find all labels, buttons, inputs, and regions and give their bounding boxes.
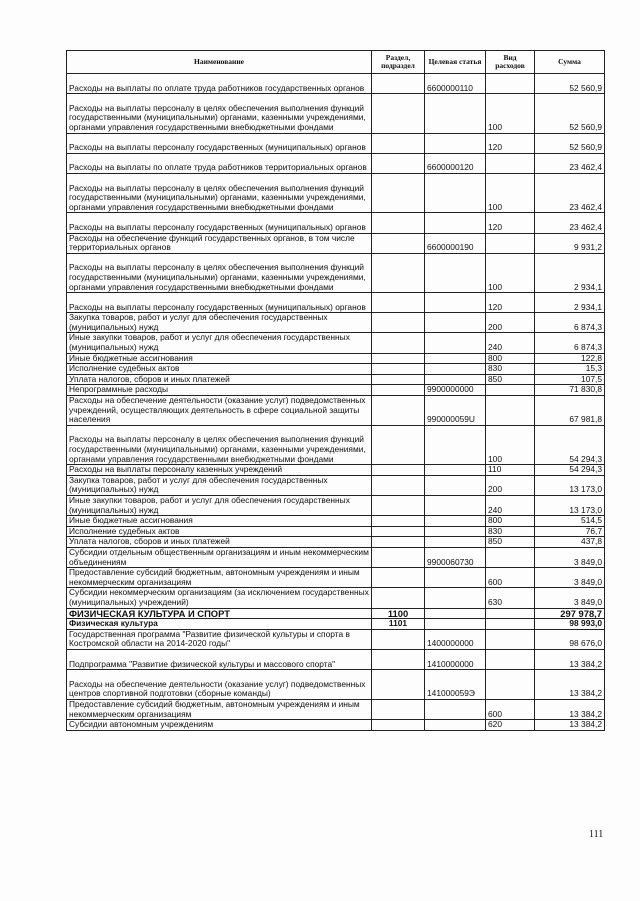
- row-sum: 2 934,1: [535, 293, 605, 313]
- table-body: [67, 74, 605, 731]
- row-name: Субсидии автономным учреждениям: [67, 720, 372, 731]
- row-section: [372, 465, 425, 476]
- row-sum: 52 560,9: [535, 94, 605, 133]
- table-row: [67, 526, 605, 537]
- row-section: [372, 699, 425, 719]
- row-sum: 2 934,1: [535, 253, 605, 292]
- row-name: Предоставление субсидий бюджетным, автономным учреждениям и иным некоммерческим организациям: [67, 699, 372, 719]
- row-target-code: [425, 333, 486, 353]
- table-row: [67, 670, 605, 700]
- row-target-code: 9900000000: [425, 385, 486, 396]
- row-section: [372, 649, 425, 669]
- table-row: [67, 313, 605, 333]
- table-row: [67, 720, 605, 731]
- row-sum: 13 173,0: [535, 475, 605, 495]
- row-sum: 107,5: [535, 374, 605, 385]
- row-target-code: [425, 133, 486, 153]
- row-sum: 6 874,3: [535, 313, 605, 333]
- row-target-code: 6600000110: [425, 74, 486, 94]
- row-target-code: [425, 313, 486, 333]
- row-sum: 52 560,9: [535, 74, 605, 94]
- row-section: [372, 588, 425, 608]
- row-name: Закупка товаров, работ и услуг для обеспечения государственных (муниципальных) нужд: [67, 475, 372, 495]
- row-name: Иные закупки товаров, работ и услуг для обеспечения государственных (муниципальных) нужд: [67, 496, 372, 516]
- row-section: [372, 133, 425, 153]
- table-row: [67, 537, 605, 548]
- row-section: [372, 74, 425, 94]
- table-row: [67, 74, 605, 94]
- row-sum: 3 849,0: [535, 568, 605, 588]
- row-name: Расходы на обеспечение функций государственных органов, в том числе территориальных органов: [67, 233, 372, 253]
- row-sum: 23 462,4: [535, 213, 605, 233]
- row-name: Уплата налогов, сборов и иных платежей: [67, 537, 372, 548]
- table-row: [67, 475, 605, 495]
- row-target-code: [425, 608, 486, 619]
- table-row: [67, 516, 605, 527]
- row-expense-type: 620: [486, 720, 535, 731]
- row-expense-type: 850: [486, 374, 535, 385]
- row-name: Расходы на выплаты по оплате труда работников территориальных органов: [67, 153, 372, 173]
- row-section: [372, 496, 425, 516]
- row-name: Иные закупки товаров, работ и услуг для обеспечения государственных (муниципальных) нужд: [67, 333, 372, 353]
- table-row: [67, 364, 605, 375]
- row-target-code: 990000059U: [425, 396, 486, 426]
- row-expense-type: 240: [486, 333, 535, 353]
- row-section: 1101: [372, 619, 425, 630]
- row-target-code: 9900060730: [425, 547, 486, 567]
- table-row: [67, 374, 605, 385]
- row-target-code: [425, 475, 486, 495]
- row-name: Исполнение судебных актов: [67, 526, 372, 537]
- table-row: [67, 173, 605, 212]
- row-section: [372, 537, 425, 548]
- row-sum: 71 830,8: [535, 385, 605, 396]
- row-section: [372, 213, 425, 233]
- row-section: [372, 364, 425, 375]
- row-section: [372, 374, 425, 385]
- row-expense-type: 200: [486, 475, 535, 495]
- row-section: [372, 526, 425, 537]
- row-name: Подпрограмма "Развитие физической культуры и массового спорта": [67, 649, 372, 669]
- row-expense-type: 200: [486, 313, 535, 333]
- row-name: Расходы на выплаты персоналу государственных (муниципальных) органов: [67, 213, 372, 233]
- row-expense-type: 240: [486, 496, 535, 516]
- row-sum: 54 294,3: [535, 425, 605, 464]
- table-row: [67, 547, 605, 567]
- row-name: Закупка товаров, работ и услуг для обеспечения государственных (муниципальных) нужд: [67, 313, 372, 333]
- row-expense-type: [486, 629, 535, 649]
- row-section: [372, 629, 425, 649]
- row-sum: 3 849,0: [535, 547, 605, 567]
- row-expense-type: [486, 233, 535, 253]
- row-target-code: 6600000190: [425, 233, 486, 253]
- row-section: [372, 353, 425, 364]
- row-name: Уплата налогов, сборов и иных платежей: [67, 374, 372, 385]
- row-name: Субсидии отдельным общественным организациям и иным некоммерческим объединениям: [67, 547, 372, 567]
- row-expense-type: [486, 153, 535, 173]
- row-sum: 23 462,4: [535, 153, 605, 173]
- row-expense-type: [486, 608, 535, 619]
- row-target-code: 1400000000: [425, 629, 486, 649]
- row-expense-type: [486, 547, 535, 567]
- row-section: [372, 293, 425, 313]
- row-section: [372, 173, 425, 212]
- row-section: [372, 516, 425, 527]
- row-section: [372, 153, 425, 173]
- table-row: [67, 293, 605, 313]
- table-row: [67, 213, 605, 233]
- row-expense-type: 830: [486, 364, 535, 375]
- row-section: 1100: [372, 608, 425, 619]
- row-sum: 76,7: [535, 526, 605, 537]
- row-target-code: 6600000120: [425, 153, 486, 173]
- row-expense-type: 100: [486, 173, 535, 212]
- row-name: Иные бюджетные ассигнования: [67, 516, 372, 527]
- row-name: Расходы на выплаты персоналу государственных (муниципальных) органов: [67, 133, 372, 153]
- header-section: Раздел, подраздел: [372, 51, 425, 74]
- row-name: ФИЗИЧЕСКАЯ КУЛЬТУРА И СПОРТ: [67, 608, 372, 619]
- row-sum: 15,3: [535, 364, 605, 375]
- row-expense-type: [486, 385, 535, 396]
- row-name: Расходы на выплаты по оплате труда работников государственных органов: [67, 74, 372, 94]
- header-name: Наименование: [67, 51, 372, 74]
- budget-table: [66, 50, 605, 731]
- row-section: [372, 396, 425, 426]
- row-section: [372, 670, 425, 700]
- row-sum: 13 384,2: [535, 670, 605, 700]
- row-name: Физическая культура: [67, 619, 372, 630]
- table-row: [67, 619, 605, 630]
- row-expense-type: [486, 670, 535, 700]
- row-target-code: [425, 465, 486, 476]
- row-name: Иные бюджетные ассигнования: [67, 353, 372, 364]
- row-sum: 514,5: [535, 516, 605, 527]
- row-target-code: [425, 425, 486, 464]
- row-name: Расходы на выплаты персоналу в целях обеспечения выполнения функций государственными (муниципальными) органами, казенными учреждениями, органами управления государственными внебюджетными фондами: [67, 94, 372, 133]
- row-name: Расходы на выплаты персоналу в целях обеспечения выполнения функций государственными (муниципальными) органами, казенными учреждениями, органами управления государственными внебюджетными фондами: [67, 425, 372, 464]
- row-section: [372, 333, 425, 353]
- row-target-code: [425, 293, 486, 313]
- table-row: [67, 253, 605, 292]
- table-header-row: [67, 51, 605, 74]
- row-name: Государственная программа "Развитие физической культуры и спорта в Костромской области на 2014-2020 годы": [67, 629, 372, 649]
- row-target-code: [425, 353, 486, 364]
- table-row: [67, 649, 605, 669]
- row-sum: 3 849,0: [535, 588, 605, 608]
- table-row: [67, 94, 605, 133]
- table-row: [67, 425, 605, 464]
- table-row: [67, 465, 605, 476]
- row-expense-type: 120: [486, 293, 535, 313]
- row-expense-type: 100: [486, 425, 535, 464]
- table-row: [67, 333, 605, 353]
- row-expense-type: 600: [486, 568, 535, 588]
- row-expense-type: 800: [486, 353, 535, 364]
- row-target-code: 141000059Э: [425, 670, 486, 700]
- row-name: Субсидии некоммерческим организациям (за исключением государственных (муниципальных) учреждений): [67, 588, 372, 608]
- row-expense-type: [486, 396, 535, 426]
- table-row: [67, 629, 605, 649]
- header-expense-type: Вид расходов: [486, 51, 535, 74]
- row-sum: 52 560,9: [535, 133, 605, 153]
- row-name: Расходы на выплаты персоналу в целях обеспечения выполнения функций государственными (муниципальными) органами, казенными учреждениями, органами управления государственными внебюджетными фондами: [67, 253, 372, 292]
- row-sum: 297 978,7: [535, 608, 605, 619]
- row-expense-type: [486, 619, 535, 630]
- row-target-code: [425, 374, 486, 385]
- row-expense-type: 850: [486, 537, 535, 548]
- row-name: Расходы на обеспечение деятельности (оказание услуг) подведомственных учреждений, осуществляющих деятельность в сфере социальной защиты населения: [67, 396, 372, 426]
- row-target-code: [425, 253, 486, 292]
- row-sum: 98 993,0: [535, 619, 605, 630]
- row-sum: 13 384,2: [535, 649, 605, 669]
- table-row: [67, 353, 605, 364]
- row-expense-type: 800: [486, 516, 535, 527]
- row-target-code: [425, 537, 486, 548]
- row-section: [372, 720, 425, 731]
- row-sum: 98 676,0: [535, 629, 605, 649]
- row-expense-type: 100: [486, 253, 535, 292]
- page-number: 111: [589, 829, 604, 840]
- row-target-code: 1410000000: [425, 649, 486, 669]
- row-section: [372, 313, 425, 333]
- row-target-code: [425, 720, 486, 731]
- row-expense-type: 630: [486, 588, 535, 608]
- row-name: Расходы на выплаты персоналу в целях обеспечения выполнения функций государственными (муниципальными) органами, казенными учреждениями, органами управления государственными внебюджетными фондами: [67, 173, 372, 212]
- row-expense-type: 120: [486, 133, 535, 153]
- row-expense-type: 830: [486, 526, 535, 537]
- row-name: Непрограммные расходы: [67, 385, 372, 396]
- row-sum: 13 384,2: [535, 699, 605, 719]
- row-sum: 13 384,2: [535, 720, 605, 731]
- row-sum: 437,8: [535, 537, 605, 548]
- row-section: [372, 233, 425, 253]
- row-section: [372, 253, 425, 292]
- row-sum: 9 931,2: [535, 233, 605, 253]
- row-sum: 54 294,3: [535, 465, 605, 476]
- header-sum: Сумма: [535, 51, 605, 74]
- table-row: [67, 496, 605, 516]
- table-row: [67, 699, 605, 719]
- row-name: Расходы на обеспечение деятельности (оказание услуг) подведомственных центров спортивной подготовки (сборные команды): [67, 670, 372, 700]
- table-row: [67, 568, 605, 588]
- row-expense-type: 600: [486, 699, 535, 719]
- row-section: [372, 425, 425, 464]
- table-row: [67, 588, 605, 608]
- row-target-code: [425, 526, 486, 537]
- row-name: Расходы на выплаты персоналу государственных (муниципальных) органов: [67, 293, 372, 313]
- row-sum: 67 981,8: [535, 396, 605, 426]
- table-row: [67, 153, 605, 173]
- row-name: Исполнение судебных актов: [67, 364, 372, 375]
- row-target-code: [425, 699, 486, 719]
- row-target-code: [425, 588, 486, 608]
- row-expense-type: [486, 74, 535, 94]
- row-sum: 13 173,0: [535, 496, 605, 516]
- row-expense-type: 110: [486, 465, 535, 476]
- row-sum: 23 462,4: [535, 173, 605, 212]
- row-name: Предоставление субсидий бюджетным, автономным учреждениям и иным некоммерческим организациям: [67, 568, 372, 588]
- row-target-code: [425, 213, 486, 233]
- table-row: [67, 233, 605, 253]
- row-expense-type: 120: [486, 213, 535, 233]
- table-row: [67, 396, 605, 426]
- row-section: [372, 385, 425, 396]
- row-expense-type: 100: [486, 94, 535, 133]
- row-section: [372, 568, 425, 588]
- row-name: Расходы на выплаты персоналу казенных учреждений: [67, 465, 372, 476]
- row-sum: 6 874,3: [535, 333, 605, 353]
- row-section: [372, 475, 425, 495]
- table-row: [67, 608, 605, 619]
- table-row: [67, 133, 605, 153]
- table-row: [67, 385, 605, 396]
- row-sum: 122,8: [535, 353, 605, 364]
- row-target-code: [425, 516, 486, 527]
- row-target-code: [425, 496, 486, 516]
- row-target-code: [425, 364, 486, 375]
- row-section: [372, 94, 425, 133]
- row-expense-type: [486, 649, 535, 669]
- header-target: Целевая статья: [425, 51, 486, 74]
- row-target-code: [425, 94, 486, 133]
- row-target-code: [425, 619, 486, 630]
- row-target-code: [425, 568, 486, 588]
- row-target-code: [425, 173, 486, 212]
- row-section: [372, 547, 425, 567]
